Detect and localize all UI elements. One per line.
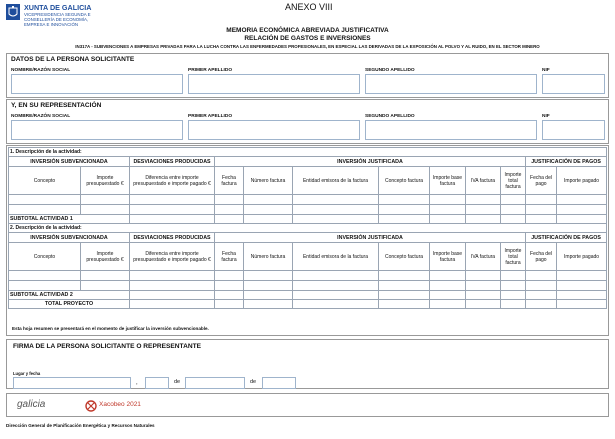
table-cell[interactable]	[293, 215, 379, 224]
table-cell[interactable]	[379, 300, 430, 309]
table-cell[interactable]	[526, 291, 557, 300]
representative-nif-field[interactable]	[542, 120, 605, 140]
table-cell[interactable]	[557, 300, 607, 309]
directorate-name: Dirección General de Planificación Energética y Recursos Naturales	[6, 423, 155, 428]
table-cell[interactable]	[379, 205, 430, 215]
table-cell[interactable]	[215, 300, 244, 309]
table-cell[interactable]	[430, 300, 466, 309]
table-cell[interactable]	[430, 205, 466, 215]
table-cell[interactable]	[215, 205, 244, 215]
col-numero-factura: Número factura	[244, 167, 293, 195]
col-iva-factura: IVA factura	[466, 243, 501, 271]
table-row	[9, 205, 607, 215]
form-title: MEMORIA ECONÓMICA ABREVIADA JUSTIFICATIVA	[226, 27, 389, 34]
table-cell[interactable]	[293, 195, 379, 205]
col-entidad-emisora: Entidad emisora de la factura	[293, 243, 379, 271]
total-row	[9, 300, 607, 309]
table-cell[interactable]	[215, 195, 244, 205]
table-row	[9, 195, 607, 205]
table-cell[interactable]	[526, 300, 557, 309]
name-label: NOMBRE/RAZÓN SOCIAL	[11, 68, 71, 73]
col-diferencia: Diferencia entre importe presupuestado e importe pagado €	[130, 167, 215, 195]
department-block	[24, 12, 91, 27]
table-cell[interactable]	[526, 281, 557, 291]
table-cell[interactable]	[130, 271, 215, 281]
table-cell[interactable]	[130, 291, 215, 300]
signature-title: FIRMA DE LA PERSONA SOLICITANTE O REPRESENTANTE	[13, 343, 202, 350]
col-importe-presupuestado: Importe presupuestado €	[81, 167, 130, 195]
applicant-surname2-field[interactable]	[365, 74, 537, 94]
table-cell[interactable]	[501, 291, 526, 300]
place-date-label: Lugar y fecha	[13, 371, 41, 376]
dept-line: VICEPRESIDENCIA SEGUNDA E	[24, 12, 91, 17]
table-cell[interactable]	[466, 205, 501, 215]
group-inversion-subvencionada: INVERSIÓN SUBVENCIONADA	[9, 157, 130, 167]
col-concepto-factura: Concepto factura	[379, 167, 430, 195]
table-cell[interactable]	[130, 215, 215, 224]
table-cell[interactable]	[501, 300, 526, 309]
procedure-code: IN317A - SUBVENCIONES A EMPRESAS PRIVADAS PARA LA LUCHA CONTRA LAS ENFERMEDADES PROFESIONALES, EN ESPECIAL LAS DERIVADAS DE LA EXPOSICIÓN AL POLVO Y AL RUIDO, EN EL SECTOR MINERO	[75, 44, 540, 49]
total-project-label: TOTAL PROYECTO	[9, 300, 130, 309]
surname1-label: PRIMER APELLIDO	[188, 68, 233, 73]
col-concepto: Concepto	[9, 243, 81, 271]
col-fecha-pago: Fecha del pago	[526, 167, 557, 195]
table-cell[interactable]	[81, 271, 130, 281]
table-cell[interactable]	[501, 205, 526, 215]
table-cell[interactable]	[466, 271, 501, 281]
col-importe-pagado: Importe pagado	[557, 167, 607, 195]
table-row	[9, 281, 607, 291]
group-desviaciones: DESVIACIONES PRODUCIDAS	[130, 233, 215, 243]
table-cell[interactable]	[430, 291, 466, 300]
table-cell[interactable]	[466, 215, 501, 224]
col-fecha-factura: Fecha factura	[215, 167, 244, 195]
table-cell[interactable]	[215, 271, 244, 281]
table-cell[interactable]	[293, 291, 379, 300]
comma-separator: ,	[136, 380, 138, 386]
signature-section	[6, 339, 609, 389]
table-cell[interactable]	[244, 215, 293, 224]
group-inversion-subvencionada: INVERSIÓN SUBVENCIONADA	[9, 233, 130, 243]
table-cell[interactable]	[244, 300, 293, 309]
table-cell[interactable]	[9, 271, 81, 281]
subtotal-activity1-label: SUBTOTAL ACTIVIDAD 1	[9, 215, 130, 224]
col-importe-total: Importe total factura	[501, 243, 526, 271]
table-cell[interactable]	[557, 215, 607, 224]
table-cell[interactable]	[130, 195, 215, 205]
table-cell[interactable]	[466, 281, 501, 291]
table-cell[interactable]	[430, 195, 466, 205]
applicant-title: DATOS DE LA PERSONA SOLICITANTE	[11, 56, 135, 63]
applicant-surname1-field[interactable]	[188, 74, 360, 94]
month-field[interactable]	[185, 377, 245, 389]
table-cell[interactable]	[293, 281, 379, 291]
table-row	[9, 271, 607, 281]
name-label: NOMBRE/RAZÓN SOCIAL	[11, 114, 71, 119]
applicant-nif-field[interactable]	[542, 74, 605, 94]
table-cell[interactable]	[501, 215, 526, 224]
table-cell[interactable]	[501, 271, 526, 281]
table-cell[interactable]	[244, 281, 293, 291]
annex-number: ANEXO VIII	[285, 2, 333, 12]
table-cell[interactable]	[244, 205, 293, 215]
place-field[interactable]	[13, 377, 131, 389]
year-field[interactable]	[262, 377, 296, 389]
table-cell[interactable]	[430, 281, 466, 291]
table-cell[interactable]	[501, 195, 526, 205]
table-cell[interactable]	[557, 205, 607, 215]
group-desviaciones: DESVIACIONES PRODUCIDAS	[130, 157, 215, 167]
table-cell[interactable]	[130, 300, 215, 309]
table-cell[interactable]	[557, 281, 607, 291]
col-importe-total: Importe total factura	[501, 167, 526, 195]
applicant-section	[6, 53, 609, 98]
table-cell[interactable]	[244, 271, 293, 281]
table-cell[interactable]	[81, 205, 130, 215]
col-iva-factura: IVA factura	[466, 167, 501, 195]
table-cell[interactable]	[430, 215, 466, 224]
table-cell[interactable]	[293, 205, 379, 215]
table-cell[interactable]	[215, 215, 244, 224]
footer-logos	[6, 393, 609, 417]
table-cell[interactable]	[9, 195, 81, 205]
expenses-table	[8, 147, 607, 309]
table-cell[interactable]	[526, 205, 557, 215]
table-cell[interactable]	[130, 205, 215, 215]
table-cell[interactable]	[9, 281, 81, 291]
xunta-seal-icon	[6, 4, 20, 20]
summary-note: Esta hoja resumen se presentará en el momento de justificar la inversión subvencionable.	[12, 326, 209, 331]
table-cell[interactable]	[466, 291, 501, 300]
col-numero-factura: Número factura	[244, 243, 293, 271]
surname2-label: SEGUNDO APELLIDO	[365, 114, 415, 119]
table-cell[interactable]	[379, 215, 430, 224]
table-cell[interactable]	[379, 195, 430, 205]
representative-surname1-field[interactable]	[188, 120, 360, 140]
col-importe-base: Importe base factura	[430, 243, 466, 271]
group-justificacion-pagos: JUSTIFICACIÓN DE PAGOS	[526, 157, 607, 167]
table-cell[interactable]	[215, 291, 244, 300]
table-cell[interactable]	[526, 215, 557, 224]
col-diferencia: Diferencia entre importe presupuestado e importe pagado €	[130, 243, 215, 271]
representative-title: Y, EN SU REPRESENTACIÓN	[11, 102, 102, 109]
table-cell[interactable]	[379, 291, 430, 300]
dept-line: CONSELLERÍA DE ECONOMÍA,	[24, 17, 89, 22]
col-entidad-emisora: Entidad emisora de la factura	[293, 167, 379, 195]
group-inversion-justificada: INVERSIÓN JUSTIFICADA	[215, 157, 526, 167]
col-concepto: Concepto	[9, 167, 81, 195]
table-cell[interactable]	[379, 271, 430, 281]
table-cell[interactable]	[293, 271, 379, 281]
col-concepto-factura: Concepto factura	[379, 243, 430, 271]
nif-label: NIF	[542, 114, 550, 119]
table-cell[interactable]	[293, 300, 379, 309]
table-cell[interactable]	[557, 291, 607, 300]
subtotal-activity2-label: SUBTOTAL ACTIVIDAD 2	[9, 291, 130, 300]
org-name: XUNTA DE GALICIA	[24, 3, 92, 12]
table-cell[interactable]	[557, 271, 607, 281]
nif-label: NIF	[542, 68, 550, 73]
table-cell[interactable]	[81, 281, 130, 291]
table-cell[interactable]	[526, 271, 557, 281]
col-importe-pagado: Importe pagado	[557, 243, 607, 271]
representative-name-field[interactable]	[11, 120, 183, 140]
table-cell[interactable]	[466, 300, 501, 309]
table-cell[interactable]	[466, 195, 501, 205]
table-cell[interactable]	[215, 281, 244, 291]
table-cell[interactable]	[430, 271, 466, 281]
table-cell[interactable]	[244, 291, 293, 300]
subtotal-row	[9, 215, 607, 224]
subtotal-row	[9, 291, 607, 300]
galicia-logo: galicia	[17, 399, 46, 410]
col-fecha-pago: Fecha del pago	[526, 243, 557, 271]
table-cell[interactable]	[130, 281, 215, 291]
day-field[interactable]	[145, 377, 169, 389]
table-cell[interactable]	[9, 205, 81, 215]
group-inversion-justificada: INVERSIÓN JUSTIFICADA	[215, 233, 526, 243]
representative-section	[6, 99, 609, 144]
surname2-label: SEGUNDO APELLIDO	[365, 68, 415, 73]
form-subtitle: RELACIÓN DE GASTOS E INVERSIONES	[244, 35, 371, 42]
dept-line: EMPRESA E INNOVACIÓN	[24, 22, 79, 27]
col-fecha-factura: Fecha factura	[215, 243, 244, 271]
de-separator-1: de	[174, 379, 181, 385]
de-separator-2: de	[250, 379, 257, 385]
table-cell[interactable]	[244, 195, 293, 205]
table-cell[interactable]	[81, 195, 130, 205]
table-cell[interactable]	[379, 281, 430, 291]
surname1-label: PRIMER APELLIDO	[188, 114, 233, 119]
table-cell[interactable]	[501, 281, 526, 291]
table-cell[interactable]	[526, 195, 557, 205]
xacobeo-icon	[85, 399, 97, 411]
representative-surname2-field[interactable]	[365, 120, 537, 140]
col-importe-base: Importe base factura	[430, 167, 466, 195]
activity2-description-label: 2. Descripción de la actividad:	[9, 224, 607, 233]
applicant-name-field[interactable]	[11, 74, 183, 94]
col-importe-presupuestado: Importe presupuestado €	[81, 243, 130, 271]
xacobeo-logo: Xacobeo 2021	[99, 401, 141, 408]
table-cell[interactable]	[557, 195, 607, 205]
activity1-description-label: 1. Descripción de la actividad:	[9, 148, 607, 157]
group-justificacion-pagos: JUSTIFICACIÓN DE PAGOS	[526, 233, 607, 243]
